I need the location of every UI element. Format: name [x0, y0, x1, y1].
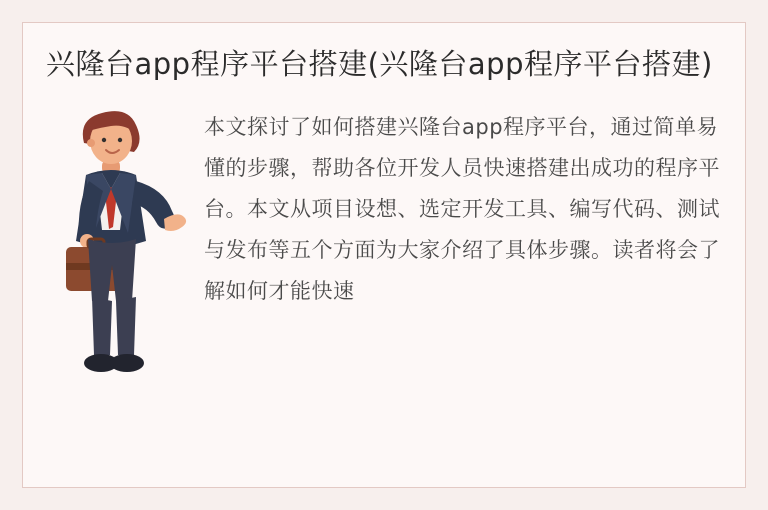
- businessman-with-briefcase-illustration: [44, 101, 204, 401]
- article-body-row: [44, 101, 724, 401]
- page-title: 兴隆台app程序平台搭建(兴隆台app程序平台搭建): [46, 47, 713, 81]
- article-content: [44, 44, 724, 466]
- article-paragraph: 本文探讨了如何搭建兴隆台app程序平台，通过简单易懂的步骤，帮助各位开发人员快速搭建出成功的程序平台。本文从项目设想、选定开发工具、编写代码、测试与发布等五个方面为大家介绍了具体步骤。读者将会了解如何才能快速: [204, 115, 720, 303]
